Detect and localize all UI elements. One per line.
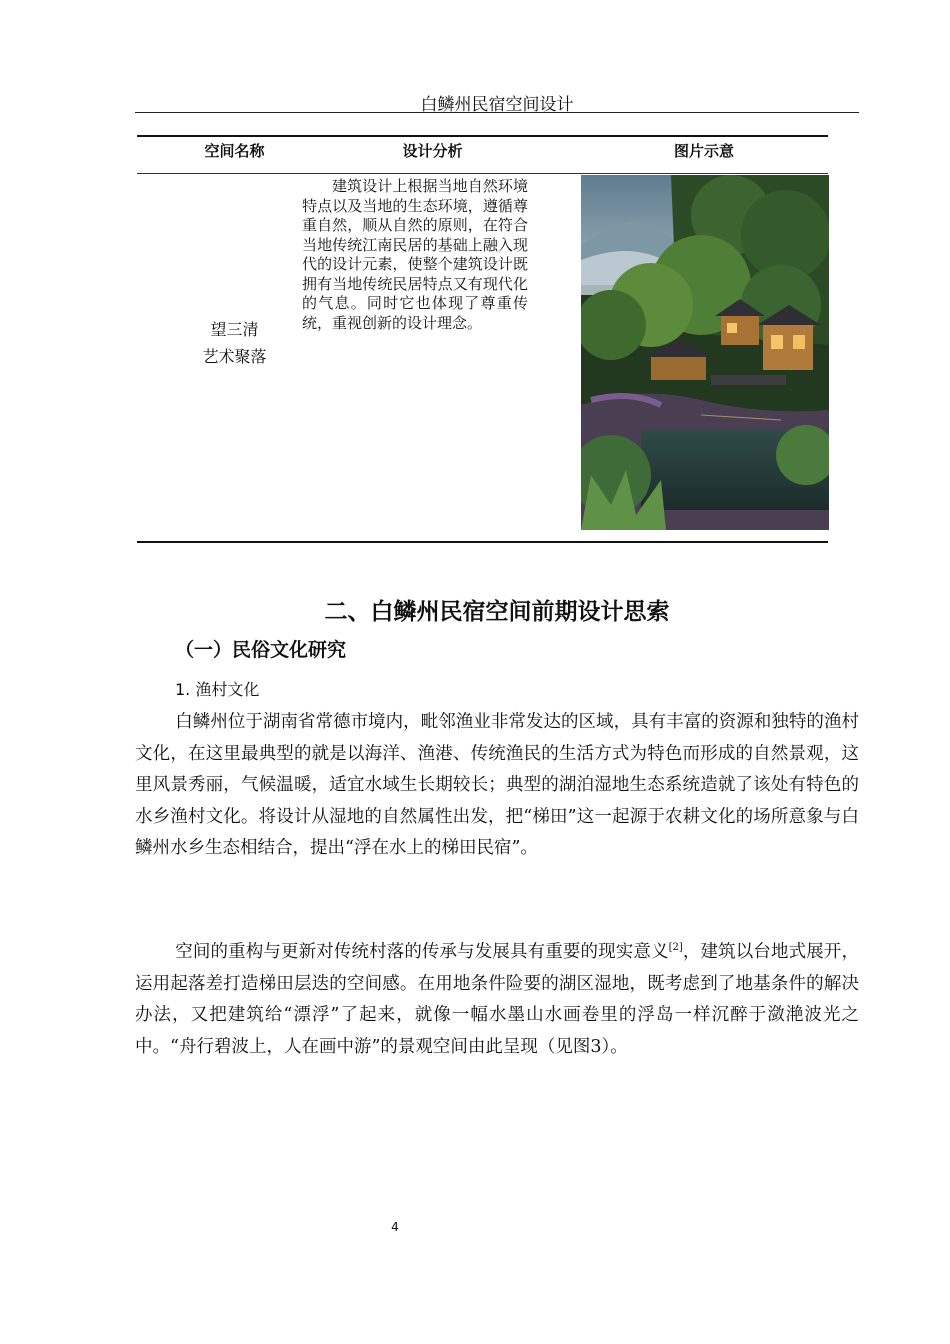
table-cell-design-analysis: 建筑设计上根据当地自然环境特点以及当地的生态环境，遵循尊重自然，顺从自然的原则，在符合当地传统江南民居的基础上融入现代的设计元素，使整个建筑设计既拥有当地传统民居特点又有现代化的气息。同时它也体现了尊重传统，重视创新的设计理念。	[302, 177, 528, 332]
space-name-line1: 望三清	[210, 320, 259, 339]
table-header-rule	[137, 173, 828, 174]
citation-ref: [2]	[668, 942, 683, 954]
running-header: 白鳞州民宿空间设计	[420, 95, 574, 115]
table-header-name: 空间名称	[204, 142, 265, 160]
table-header-image: 图片示意	[673, 142, 734, 160]
table-top-rule	[137, 135, 828, 137]
subsubsection-heading: 1. 渔村文化	[175, 680, 260, 699]
paragraph2-text-a: 空间的重构与更新对传统村落的传承与发展具有重要的现实意义	[175, 942, 669, 962]
table-bottom-rule	[137, 541, 828, 543]
subsection-heading: （一）民俗文化研究	[175, 639, 347, 661]
space-name-line2: 艺术聚落	[202, 347, 267, 366]
paragraph-fishing-culture: 白鳞州位于湖南省常德市境内，毗邻渔业非常发达的区域，具有丰富的资源和独特的渔村文化，在这里最典型的就是以海洋、渔港、传统渔民的生活方式为特色而形成的自然景观，这里风景秀丽，气候温暖，适宜水域生长期较长；典型的湖泊湿地生态系统造就了该处有特色的水乡渔村文化。将设计从湿地的自然属性出发，把“梯田”这一起源于农耕文化的场所意象与白鳞州水乡生态相结合，提出“浮在水上的梯田民宿”。	[135, 712, 859, 858]
page-number: 4	[391, 1220, 399, 1234]
paragraph-spatial-reconstruction	[135, 937, 859, 1063]
header-rule	[135, 112, 859, 113]
village-photo	[581, 175, 829, 530]
paragraph2-text-b: ，建筑以台地式展开，运用起落差打造梯田层迭的空间感。在用地条件险要的湖区湿地，既考虑到了地基条件的解决办法，又把建筑给“漂浮”了起来，就像一幅水墨山水画卷里的浮岛一样沉醉于潋滟波光之中。“舟行碧波上，人在画中游”的景观空间由此呈现（见图3）。	[135, 942, 860, 1057]
table-header-analysis: 设计分析	[402, 142, 463, 160]
section-heading: 二、白鳞州民宿空间前期设计思索	[324, 599, 670, 625]
